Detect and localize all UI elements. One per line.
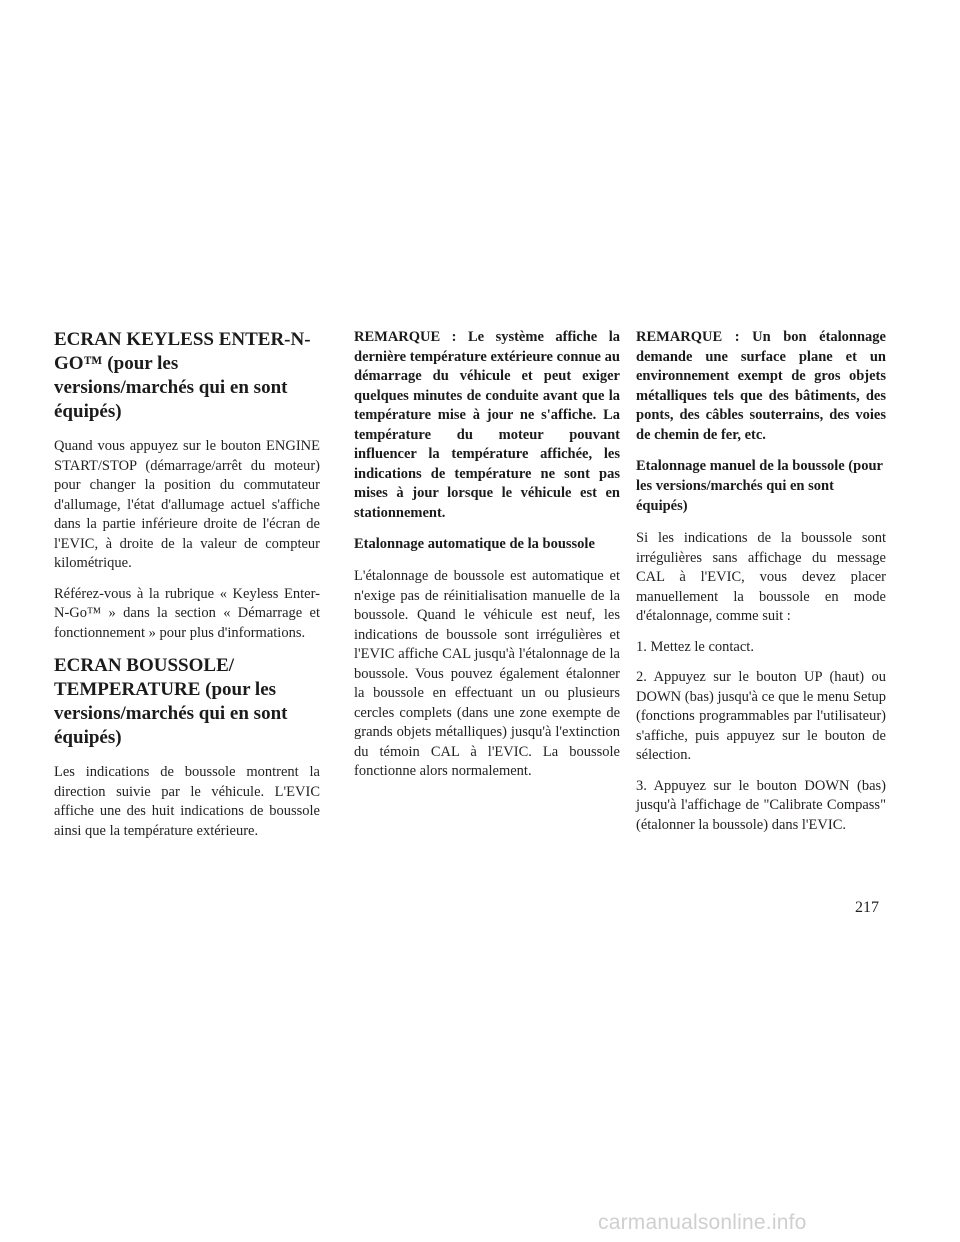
paragraph-auto-calibration: L'étalonnage de boussole est automatique et n'exige pas de réinitialisation manuelle de la boussole. Quand le véhicule est neuf, les indications de boussole sont irrégulières et l'EVIC affiche CAL jusqu'à l'étalonnage de la boussole. Vous pouvez également étalonner la boussole en effectuant un ou plusieurs cercles complets (dans une zone exempte de grands objets métalliques) jusqu'à l'extinction du témoin CAL à l'EVIC. La boussole fonctionne alors normalement.: [354, 568, 620, 779]
column-right: [636, 328, 886, 846]
column-middle: [354, 328, 620, 793]
subheading-auto-calibration: Etalonnage automatique de la boussole: [354, 536, 595, 552]
page-number: 217: [855, 899, 879, 916]
paragraph-reference: Référez-vous à la rubrique « Keyless Enter-N-Go™ » dans la section « Démarrage et fonctionnement » pour plus d'informations.: [54, 585, 320, 641]
paragraph-engine-start-stop: Quand vous appuyez sur le bouton ENGINE START/STOP (démarrage/arrêt du moteur) pour changer la position du commutateur d'allumage, l'état d'allumage actuel s'affiche dans la partie inférieure droite de l'écran de l'EVIC, à droite de la valeur de compteur kilométrique.: [54, 438, 320, 571]
step-1: 1. Mettez le contact.: [636, 638, 754, 655]
column-left: [54, 328, 320, 852]
step-3: 3. Appuyez sur le bouton DOWN (bas) jusqu'à l'affichage de "Calibrate Compass" (étalonner la boussole) dans l'EVIC.: [636, 777, 886, 833]
note-calibration-surface: REMARQUE : Un bon étalonnage demande une surface plane et un environnement exempt de gros objets métalliques tels que des bâtiments, des ponts, des câbles souterrains, des voies de chemin de fer, etc.: [636, 329, 886, 443]
paragraph-manual-calibration: Si les indications de la boussole sont irrégulières sans affichage du message CAL à l'EVIC, vous devez placer manuellement la boussole en mode d'étalonnage, comme suit :: [636, 530, 886, 624]
subheading-manual-calibration: Etalonnage manuel de la boussole (pour les versions/marchés qui en sont équipés): [636, 458, 883, 514]
step-2: 2. Appuyez sur le bouton UP (haut) ou DOWN (bas) jusqu'à ce que le menu Setup (fonctions programmables par l'utilisateur) s'affiche, puis appuyez sur le bouton de sélection.: [636, 669, 886, 763]
heading-compass-temperature: ECRAN BOUSSOLE/ TEMPERATURE (pour les versions/marchés qui en sont équipés): [54, 655, 288, 748]
paragraph-compass-indications: Les indications de boussole montrent la direction suivie par le véhicule. L'EVIC affiche une des huit indications de boussole ainsi que la température extérieure.: [54, 764, 320, 839]
watermark-text: carmanualsonline.info: [598, 1211, 807, 1234]
heading-keyless-enter-n-go: ECRAN KEYLESS ENTER-N-GO™ (pour les versions/marchés qui en sont équipés): [54, 329, 311, 422]
note-temperature: REMARQUE : Le système affiche la dernière température extérieure connue au démarrage du véhicule et peut exiger quelques minutes de conduite avant que la température mise à jour ne s'affiche. La température du moteur pouvant influencer la température affichée, les indications de température ne sont pas mises à jour lorsque le véhicule est en stationnement.: [354, 329, 620, 521]
